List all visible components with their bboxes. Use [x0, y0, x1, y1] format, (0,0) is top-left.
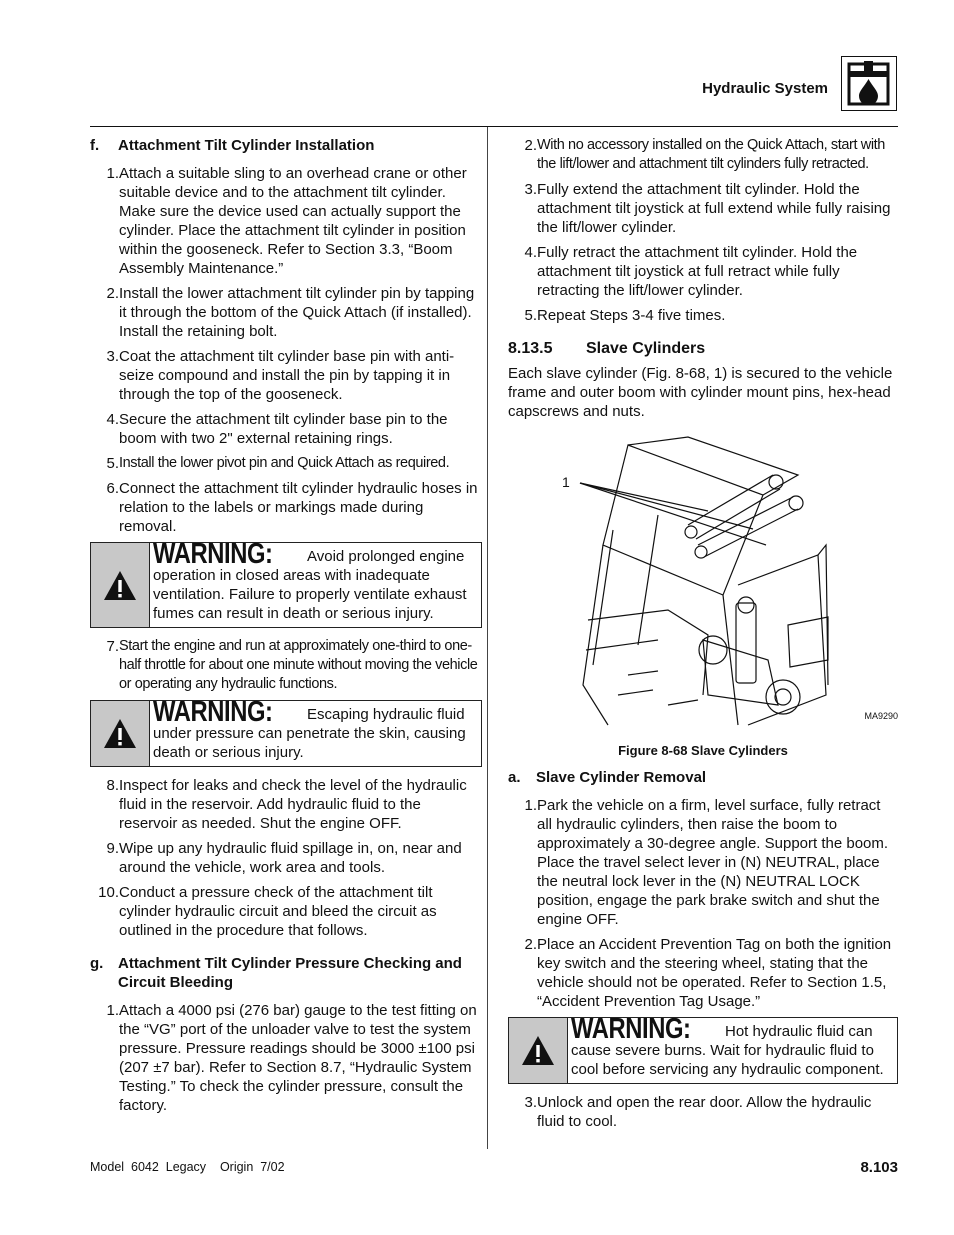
footer-model-info: Model 6042 Legacy Origin 7/02 — [90, 1160, 285, 1174]
column-divider — [487, 127, 488, 1149]
warning-triangle-icon — [91, 701, 150, 766]
warning-text: Escaping hydraulic fluid under pressure can penetrate the skin, causing death or serious injury. — [153, 706, 466, 761]
figure-code: MA9290 — [864, 711, 898, 721]
warning-label: WARNING: — [571, 1013, 691, 1045]
step-item: 6. Connect the attachment tilt cylinder hydraulic hoses in relation to the labels or markings made during removal. — [106, 480, 478, 535]
subsection-heading-a: a. Slave Cylinder Removal — [508, 769, 707, 786]
figure-callout-1: 1 — [562, 474, 570, 490]
warning-box — [90, 538, 482, 628]
step-item: 3. Unlock and open the rear door. Allow the hydraulic fluid to cool. — [524, 1094, 872, 1130]
warning-label: WARNING: — [153, 696, 273, 728]
right-column — [508, 136, 898, 1137]
step-item: 7. Start the engine and run at approximately one-third to one-half throttle for about one minute without moving the vehicle or operating any hydraulic functions. — [106, 638, 478, 692]
intro-paragraph: Each slave cylinder (Fig. 8-68, 1) is secured to the vehicle frame and outer boom with cylinder mount pins, hex-head capscrews and nuts. — [508, 365, 893, 420]
header-rule — [90, 126, 898, 127]
step-item: 8. Inspect for leaks and check the level of the hydraulic fluid in the reservoir. Add hydraulic fluid to the reservoir as needed. Shut the engine OFF. — [106, 777, 467, 832]
warning-triangle-icon — [509, 1018, 568, 1083]
step-item: 2. Place an Accident Prevention Tag on both the ignition key switch and the steering wheel, stating that the vehicle should not be operated. Refer to Section 1.5, “Accident Prevention Tag Usage.” — [524, 936, 892, 1010]
step-item: 2. Install the lower attachment tilt cylinder pin by tapping it through the bottom of the Quick Attach (if installed). Install the retaining bolt. — [106, 285, 475, 340]
step-item: 4. Fully retract the attachment tilt cylinder. Hold the attachment tilt joystick at full retract while fully retracting the lift/lower cylinder. — [524, 244, 858, 299]
figure-caption: Figure 8-68 Slave Cylinders — [618, 743, 788, 758]
warning-text: Hot hydraulic fluid can cause severe burns. Wait for hydraulic fluid to cool before servicing any hydraulic component. — [571, 1023, 884, 1078]
step-item: 2. With no accessory installed on the Quick Attach, start with the lift/lower and attachment tilt cylinders fully retracted. — [524, 137, 885, 172]
step-item: 1. Attach a 4000 psi (276 bar) gauge to the test fitting on the “VG” port of the unloader valve to test the system pressure. Pressure readings should be 3000 ±100 psi (207 ±7 bar). Refer to Section 8.7, “Hydraulic System Testing.” To check the cylinder pressure, consult the factory. — [106, 1002, 477, 1114]
warning-label: WARNING: — [153, 538, 273, 570]
step-item: 5. Repeat Steps 3-4 five times. — [524, 307, 726, 324]
subsection-heading-g: g. Attachment Tilt Cylinder Pressure Checking and Circuit Bleeding — [90, 955, 462, 991]
section-heading-8-13-5: 8.13.5 Slave Cylinders — [508, 340, 706, 357]
warning-triangle-icon — [91, 543, 150, 627]
warning-box — [90, 696, 482, 767]
step-item: 4. Secure the attachment tilt cylinder base pin to the boom with two 2" external retaining rings. — [106, 411, 448, 447]
step-item: 10. Conduct a pressure check of the attachment tilt cylinder hydraulic circuit and bleed the circuit as outlined in the procedure that follows. — [98, 884, 437, 939]
section-title: Hydraulic System — [702, 80, 828, 97]
slave-cylinder-figure — [508, 435, 898, 741]
hydraulic-system-icon — [841, 56, 897, 111]
step-item: 1. Attach a suitable sling to an overhead crane or other suitable device and to the attachment tilt cylinder. Make sure the device used can actually support the cylinder. Place the attachment tilt cylinder in position within the gooseneck. Refer to Section 3.3, “Boom Assembly Maintenance.” — [106, 165, 467, 277]
step-item: 3. Coat the attachment tilt cylinder base pin with anti-seize compound and install the pin by tapping it in through the top of the gooseneck. — [106, 348, 455, 403]
step-item: 1. Park the vehicle on a firm, level surface, fully retract all hydraulic cylinders, then raise the boom to approximately a 30-degree angle. Support the boom. Place the travel select lever in (N) NEUTRAL, place the neutral lock lever in the (N) NEUTRAL LOCK position, engage the park brake switch and shut the engine OFF. — [524, 797, 889, 928]
page-number: 8.103 — [860, 1159, 898, 1176]
step-item: 3. Fully extend the attachment tilt cylinder. Hold the attachment tilt joystick at full extend while fully raising the lift/lower cylinder. — [524, 181, 891, 236]
left-column — [90, 136, 482, 1121]
step-item: 9. Wipe up any hydraulic fluid spillage in, on, near and around the vehicle, work area and tools. — [106, 840, 462, 876]
warning-text: Avoid prolonged engine operation in closed areas with inadequate ventilation. Failure to properly ventilate exhaust fumes can result in death or serious injury. — [153, 548, 467, 622]
subsection-heading-f: f. Attachment Tilt Cylinder Installation — [90, 137, 375, 154]
warning-box — [508, 1013, 898, 1084]
step-item: 5. Install the lower pivot pin and Quick Attach as required. — [106, 455, 450, 472]
